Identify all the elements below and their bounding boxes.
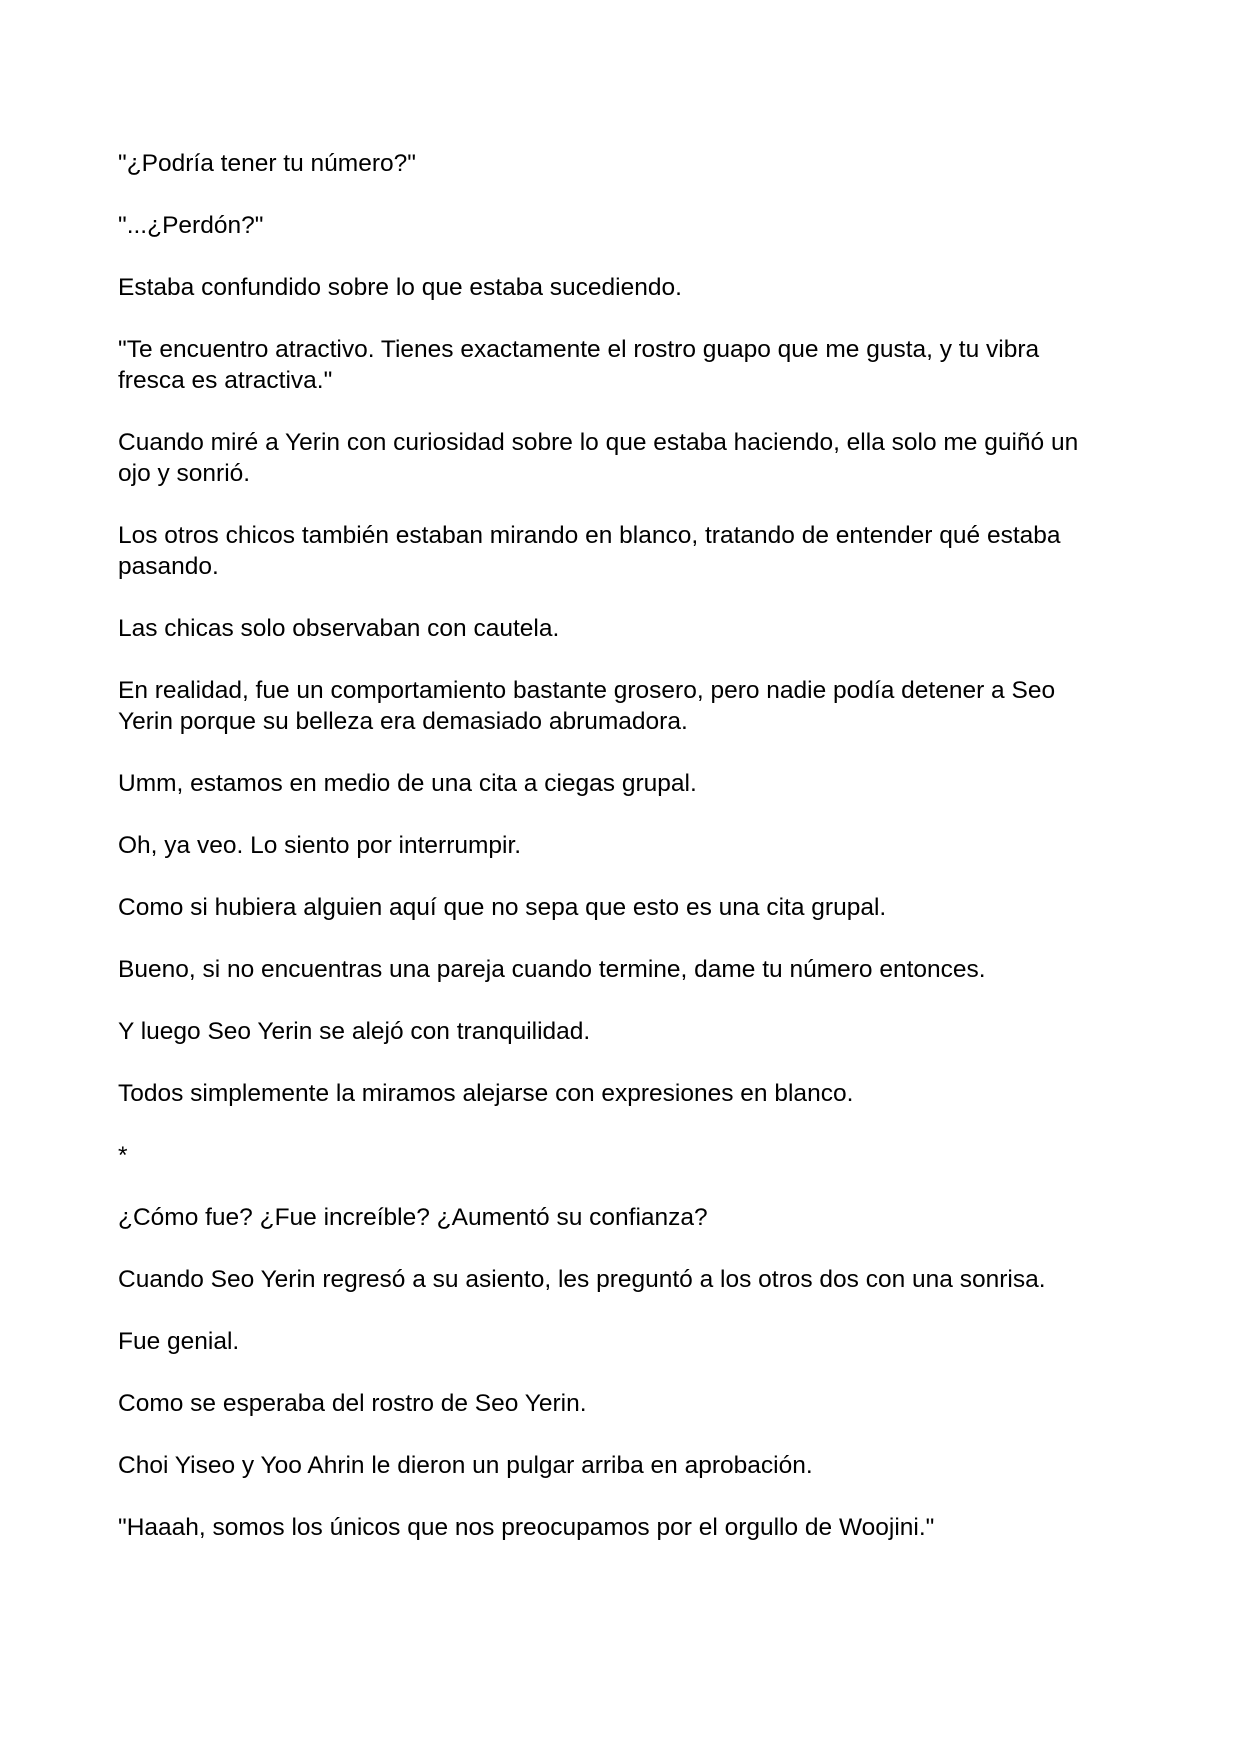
paragraph: En realidad, fue un comportamiento bastante grosero, pero nadie podía detener a Seo Yerin porque su belleza era demasiado abrumadora. bbox=[118, 677, 1056, 735]
paragraph: Como se esperaba del rostro de Seo Yerin. bbox=[118, 1390, 587, 1417]
paragraph: Las chicas solo observaban con cautela. bbox=[118, 615, 560, 642]
document-body bbox=[118, 148, 1098, 1574]
paragraph: "...¿Perdón?" bbox=[118, 212, 264, 239]
paragraph: ¿Cómo fue? ¿Fue increíble? ¿Aumentó su confianza? bbox=[118, 1204, 708, 1231]
paragraph: Oh, ya veo. Lo siento por interrumpir. bbox=[118, 832, 522, 859]
paragraph: Umm, estamos en medio de una cita a ciegas grupal. bbox=[118, 770, 697, 797]
paragraph: Los otros chicos también estaban mirando en blanco, tratando de entender qué estaba pasando. bbox=[118, 522, 1061, 580]
paragraph: Cuando Seo Yerin regresó a su asiento, les preguntó a los otros dos con una sonrisa. bbox=[118, 1266, 1046, 1293]
paragraph: Cuando miré a Yerin con curiosidad sobre lo que estaba haciendo, ella solo me guiñó un ojo y sonrió. bbox=[118, 429, 1079, 487]
paragraph: Fue genial. bbox=[118, 1328, 240, 1355]
paragraph: Como si hubiera alguien aquí que no sepa que esto es una cita grupal. bbox=[118, 894, 887, 921]
paragraph: "Haaah, somos los únicos que nos preocupamos por el orgullo de Woojini." bbox=[118, 1514, 935, 1541]
paragraph: "¿Podría tener tu número?" bbox=[118, 150, 416, 177]
paragraph: Bueno, si no encuentras una pareja cuando termine, dame tu número entonces. bbox=[118, 956, 986, 983]
scene-break: * bbox=[118, 1142, 128, 1169]
paragraph: Todos simplemente la miramos alejarse con expresiones en blanco. bbox=[118, 1080, 854, 1107]
paragraph: Y luego Seo Yerin se alejó con tranquilidad. bbox=[118, 1018, 591, 1045]
paragraph: Estaba confundido sobre lo que estaba sucediendo. bbox=[118, 274, 682, 301]
paragraph: "Te encuentro atractivo. Tienes exactamente el rostro guapo que me gusta, y tu vibra fresca es atractiva." bbox=[118, 336, 1040, 394]
paragraph: Choi Yiseo y Yoo Ahrin le dieron un pulgar arriba en aprobación. bbox=[118, 1452, 813, 1479]
